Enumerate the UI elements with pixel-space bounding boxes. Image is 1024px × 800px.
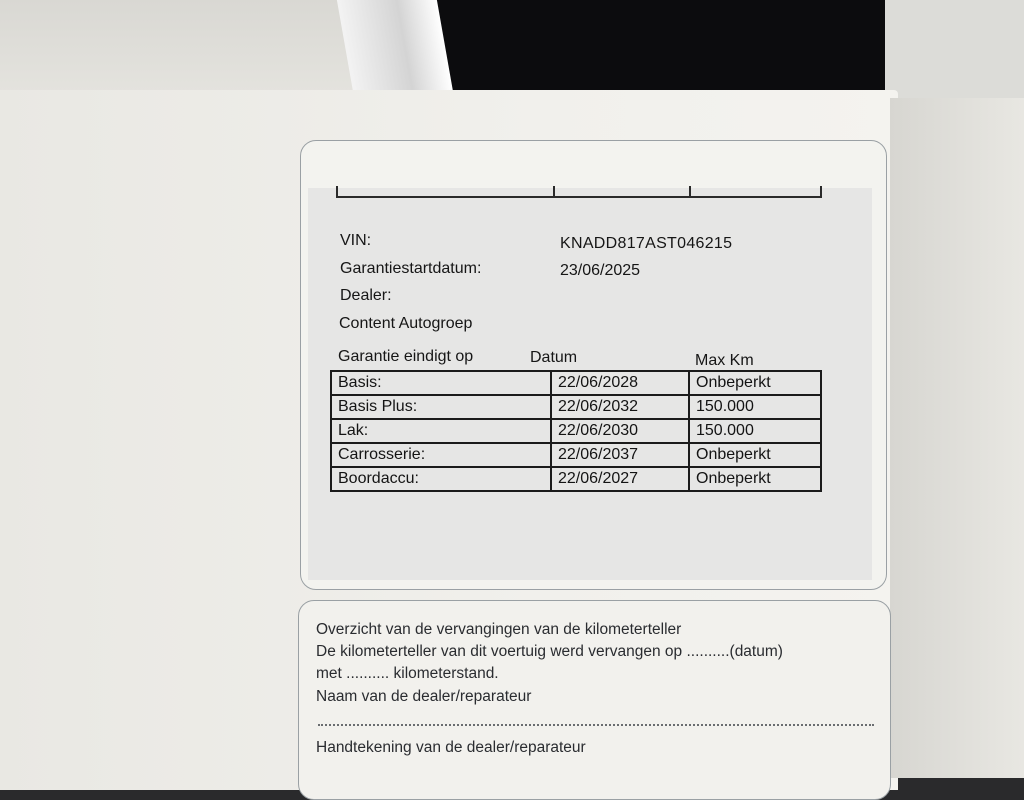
header-warranty-ends: Garantie eindigt op [338, 348, 474, 365]
start-date-value: 23/06/2025 [560, 262, 641, 279]
background-right [885, 0, 1024, 110]
sticker-tick [553, 186, 555, 196]
dealer-label: Dealer: [340, 287, 392, 304]
row-max-km: Onbeperkt [689, 467, 821, 491]
row-max-km: Onbeperkt [689, 371, 821, 395]
table-row [331, 467, 821, 491]
row-date: 22/06/2028 [551, 371, 689, 395]
row-max-km: Onbeperkt [689, 443, 821, 467]
row-max-km: 150.000 [689, 419, 821, 443]
dealer-name-dotted-line [318, 724, 874, 726]
start-date-label: Garantiestartdatum: [340, 260, 482, 277]
row-max-km: 150.000 [689, 395, 821, 419]
row-coverage: Lak: [331, 419, 551, 443]
header-date: Datum [530, 349, 578, 366]
row-date: 22/06/2037 [551, 443, 689, 467]
row-coverage: Basis Plus: [331, 395, 551, 419]
table-row [331, 443, 821, 467]
replacement-title: Overzicht van de vervangingen van de kilometerteller [316, 621, 682, 638]
dealer-value: Content Autogroep [339, 315, 473, 332]
sticker-tick [689, 186, 691, 196]
sticker-top-rule [336, 196, 822, 198]
row-coverage: Carrosserie: [331, 443, 551, 467]
replacement-line-mileage: met .......... kilometerstand. [316, 665, 499, 682]
signature-label: Handtekening van de dealer/reparateur [316, 739, 586, 756]
table-row [331, 395, 821, 419]
row-coverage: Boordaccu: [331, 467, 551, 491]
replacement-line-date: De kilometerteller van dit voertuig werd vervangen op ..........(datum) [316, 643, 783, 660]
sticker-tick [820, 186, 822, 196]
header-max-km: Max Km [695, 352, 754, 369]
row-date: 22/06/2027 [551, 467, 689, 491]
row-date: 22/06/2030 [551, 419, 689, 443]
vin-label: VIN: [340, 232, 372, 249]
dealer-name-label: Naam van de dealer/reparateur [316, 688, 532, 705]
table-row [331, 371, 821, 395]
row-date: 22/06/2032 [551, 395, 689, 419]
row-coverage: Basis: [331, 371, 551, 395]
background-paper-strip [337, 0, 453, 92]
table-row [331, 419, 821, 443]
vin-value: KNADD817AST046215 [560, 235, 733, 252]
booklet-page-right [890, 98, 1024, 778]
warranty-table [330, 370, 822, 492]
sticker-tick [336, 186, 338, 196]
